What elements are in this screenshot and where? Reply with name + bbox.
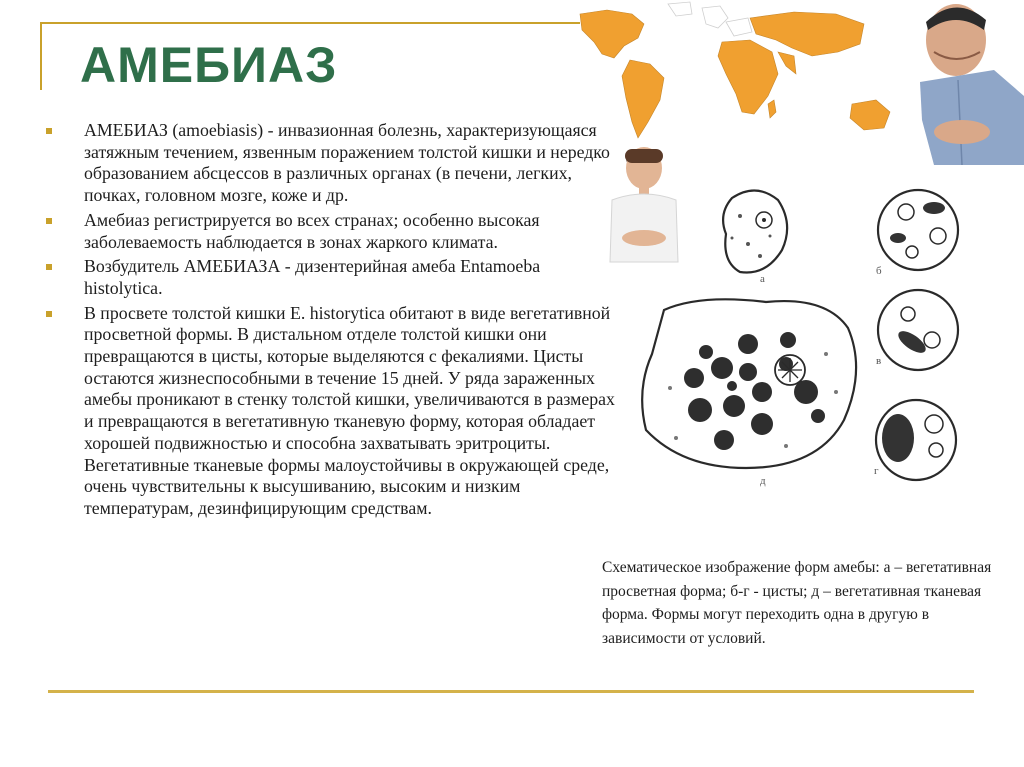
title-frame-left-line bbox=[40, 22, 42, 90]
label-b: б bbox=[876, 265, 882, 277]
label-g: г bbox=[874, 465, 879, 477]
bottom-divider bbox=[48, 690, 974, 693]
slide-title: АМЕБИАЗ bbox=[80, 37, 338, 93]
figure-caption: Схематическое изображение форм амебы: а – вегетативная просветная форма; б-г - цисты; д – вегетативная тканевая форма. Формы могут переходить одна в другую в зависимости от условий. bbox=[602, 559, 992, 647]
world-map-illustration bbox=[572, 0, 902, 145]
bullet-item bbox=[46, 303, 616, 520]
square-bullet-icon bbox=[46, 264, 52, 270]
amoeba-forms-illustration bbox=[636, 178, 976, 490]
bullet-list bbox=[46, 120, 616, 523]
label-v: в bbox=[876, 355, 882, 367]
bullet-text: АМЕБИАЗ (amoebiasis) - инвазионная болезнь, характеризующаяся затяжным течением, язвенным поражением толстой кишки и нередко образованием абсцессов в различных органах (в печени, легких, почках, головном мозге, коже и др. bbox=[84, 120, 610, 206]
square-bullet-icon bbox=[46, 128, 52, 134]
bullet-text: Амебиаз регистрируется во всех странах; особенно высокая заболеваемость наблюдается в зонах жаркого климата. bbox=[84, 209, 540, 252]
bullet-text: Возбудитель АМЕБИАЗА - дизентерийная амеба Entamoeba histolytica. bbox=[84, 256, 541, 298]
bullet-item bbox=[46, 210, 616, 253]
label-a: а bbox=[760, 273, 765, 285]
square-bullet-icon bbox=[46, 311, 52, 317]
title-frame-top-line bbox=[40, 22, 580, 24]
label-d: д bbox=[760, 475, 766, 487]
man-stomach-pain-photo bbox=[900, 0, 1024, 165]
bullet-text: В просвете толстой кишки E. historytica обитают в виде вегетативной просветной формы. В дистальном отделе толстой кишки они превращаются в цисты, которые выделяются с фекалиями. Цисты остаются жизнеспособными в течение 15 дней. У ряда зараженных амебы проникают в стенку толстой кишки, увеличиваются в размерах и превращаются в вегетативную тканевую форму, которая обладает хорошей подвижностью и способна захватывать эритроциты. Вегетативные тканевые формы малоустойчивы в окружающей среде, очень чувствительны к высушиванию, высоким и низким температурам, дезинфицирующим средствам. bbox=[84, 302, 615, 518]
square-bullet-icon bbox=[46, 218, 52, 224]
bullet-item bbox=[46, 120, 616, 207]
bullet-item bbox=[46, 256, 616, 299]
